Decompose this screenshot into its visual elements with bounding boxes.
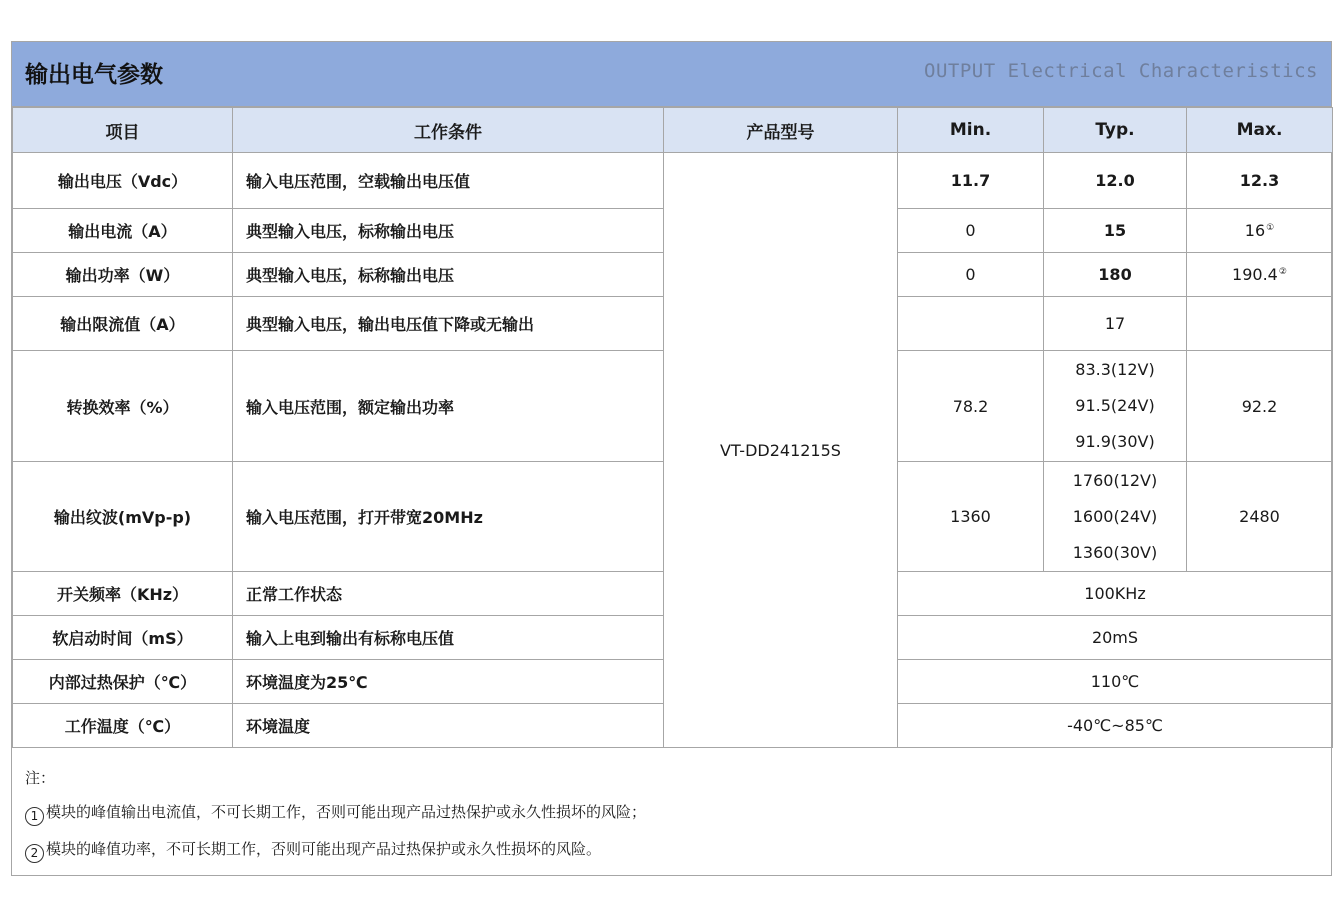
row-item: 输出电压（Vdc） — [13, 153, 233, 209]
row-max: 2480 — [1187, 462, 1333, 572]
row-min: 1360 — [898, 462, 1044, 572]
row-max-value: 16 — [1244, 221, 1266, 240]
row-max: 92.2 — [1187, 351, 1333, 462]
output-electrical-spec-sheet — [11, 41, 1332, 876]
row-typ — [1044, 462, 1187, 572]
column-header-item: 项目 — [13, 108, 233, 153]
row-item: 内部过热保护（℃） — [13, 660, 233, 704]
column-header-min: Min. — [898, 108, 1044, 153]
section-title-bar — [12, 42, 1331, 107]
row-condition: 环境温度 — [233, 704, 664, 748]
section-title-cn: 输出电气参数 — [25, 62, 163, 88]
row-typ: 12.0 — [1044, 153, 1187, 209]
row-min: 0 — [898, 253, 1044, 297]
row-max — [1187, 297, 1333, 351]
column-header-max: Max. — [1187, 108, 1333, 153]
column-header-model: 产品型号 — [664, 108, 898, 153]
row-min: 11.7 — [898, 153, 1044, 209]
row-item: 转换效率（%） — [13, 351, 233, 462]
note-marker: 2 — [25, 844, 44, 863]
section-title-en: OUTPUT Electrical Characteristics — [924, 60, 1318, 82]
row-max: 12.3 — [1187, 153, 1333, 209]
typ-line: 91.5(24V) — [1075, 396, 1155, 415]
note-marker: 1 — [25, 807, 44, 826]
row-condition: 环境温度为25℃ — [233, 660, 664, 704]
row-max — [1187, 253, 1333, 297]
column-header-typ: Typ. — [1044, 108, 1187, 153]
note-text: 模块的峰值功率，不可长期工作，否则可能出现产品过热保护或永久性损坏的风险。 — [46, 840, 602, 858]
row-item: 输出纹波(mVp-p) — [13, 462, 233, 572]
row-item: 输出功率（W） — [13, 253, 233, 297]
row-condition: 正常工作状态 — [233, 572, 664, 616]
row-item: 开关频率（KHz） — [13, 572, 233, 616]
row-typ — [1044, 351, 1187, 462]
typ-line: 1600(24V) — [1072, 506, 1158, 526]
product-model: VT-DD241215S — [664, 153, 898, 748]
row-item: 输出限流值（A） — [13, 297, 233, 351]
column-header-condition: 工作条件 — [233, 108, 664, 153]
row-value: 20mS — [898, 616, 1333, 660]
row-min: 0 — [898, 209, 1044, 253]
row-condition: 输入电压范围，空载输出电压值 — [233, 153, 664, 209]
note-item — [25, 801, 646, 826]
row-condition: 典型输入电压，输出电压值下降或无输出 — [233, 297, 664, 351]
table-header-row — [13, 108, 1333, 153]
row-max-value: 190.4 — [1232, 265, 1278, 284]
row-typ: 17 — [1044, 297, 1187, 351]
spec-table — [12, 107, 1333, 748]
row-typ: 180 — [1044, 253, 1187, 297]
note-item — [25, 838, 601, 863]
row-item: 软启动时间（mS） — [13, 616, 233, 660]
row-min — [898, 297, 1044, 351]
typ-line: 1360(30V) — [1072, 542, 1158, 562]
row-condition: 输入电压范围，额定输出功率 — [233, 351, 664, 462]
row-item: 工作温度（℃） — [13, 704, 233, 748]
notes-label: 注： — [25, 769, 56, 787]
row-condition: 输入上电到输出有标称电压值 — [233, 616, 664, 660]
row-typ: 15 — [1044, 209, 1187, 253]
row-condition: 输入电压范围，打开带宽20MHz — [233, 462, 664, 572]
notes-section — [12, 747, 1331, 875]
note-text: 模块的峰值输出电流值，不可长期工作，否则可能出现产品过热保护或永久性损坏的风险； — [46, 803, 647, 821]
row-condition: 典型输入电压，标称输出电压 — [233, 253, 664, 297]
table-row — [13, 153, 1333, 209]
typ-line: 83.3(12V) — [1075, 360, 1155, 379]
typ-line: 1760(12V) — [1072, 470, 1158, 490]
row-value: -40℃~85℃ — [898, 704, 1333, 748]
row-min: 78.2 — [898, 351, 1044, 462]
typ-line: 91.9(30V) — [1075, 432, 1155, 451]
row-condition: 典型输入电压，标称输出电压 — [233, 209, 664, 253]
footnote-marker: ① — [1266, 222, 1275, 233]
row-item: 输出电流（A） — [13, 209, 233, 253]
row-max — [1187, 209, 1333, 253]
row-value: 100KHz — [898, 572, 1333, 616]
row-value: 110℃ — [898, 660, 1333, 704]
footnote-marker: ② — [1278, 266, 1287, 277]
